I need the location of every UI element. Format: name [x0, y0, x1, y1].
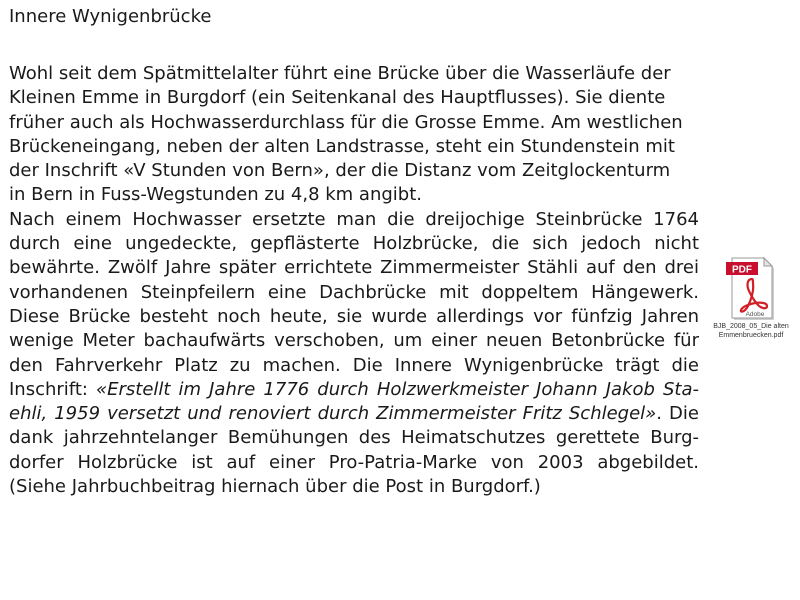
- pdf-filename-line2[interactable]: Emmenbruecken.pdf: [718, 332, 784, 339]
- text-line: Kleinen Emme in Burgdorf (ein Seitenkanal des Hauptflusses). Sie diente: [9, 87, 666, 109]
- text-line: der Inschrift «V Stunden von Bern», der die Distanz vom Zeitglockenturm: [9, 160, 671, 182]
- pdf-badge-label: PDF: [732, 264, 752, 276]
- inscription-line: [9, 402, 699, 426]
- inscription-prefix: Inschrift:: [9, 378, 97, 400]
- text-line: dank jahrzehntelanger Bemühungen des Heimatschutzes gerettete Burg-: [9, 427, 699, 449]
- inscription-line: [9, 378, 699, 402]
- page-title: Innere Wynigenbrücke: [9, 6, 212, 27]
- text-line: Wohl seit dem Spätmittelalter führt eine Brücke über die Wasserläufe der: [9, 63, 671, 84]
- text-line: durch eine ungedeckte, gepflästerte Holzbrücke, die sich jedoch nicht: [9, 233, 699, 255]
- article-body: [9, 62, 699, 499]
- inscription-quote-part1: «Erstellt im Jahre 1776 durch Holzwerkmeister Johann Jakob Sta-: [96, 378, 699, 400]
- pdf-file-icon: [725, 256, 777, 322]
- text-line: in Bern in Fuss-Wegstunden zu 4,8 km angibt.: [9, 184, 422, 206]
- text-line: wenige Meter bachaufwärts verschoben, um einer neuen Betonbrücke für: [9, 330, 699, 352]
- text-line: Brückeneingang, neben der alten Landstrasse, steht ein Stundenstein mit: [9, 135, 675, 157]
- inscription-suffix: . Die: [656, 403, 699, 425]
- text-line: dorfer Holzbrücke ist auf einer Pro-Patria-Marke von 2003 abgebildet.: [9, 451, 699, 473]
- text-line: früher auch als Hochwasserdurchlass für die Grosse Emme. Am westlichen: [9, 111, 683, 133]
- text-line: bewährte. Zwölf Jahre später errichtete Zimmermeister Stähli auf den drei: [9, 257, 699, 279]
- inscription-quote-part2: ehli, 1959 versetzt und renoviert durch Zimmermeister Fritz Schlegel»: [9, 403, 657, 425]
- text-line: den Fahrverkehr Platz zu machen. Die Innere Wynigenbrücke trägt die: [9, 354, 699, 376]
- pdf-attachment-link[interactable]: [712, 256, 790, 340]
- text-line: Diese Brücke besteht noch heute, sie wurde allerdings vor fünfzig Jahren: [9, 305, 699, 327]
- text-line: Nach einem Hochwasser ersetzte man die dreijochige Steinbrücke 1764: [9, 208, 699, 230]
- text-line: (Siehe Jahrbuchbeitrag hiernach über die Post in Burgdorf.): [9, 476, 541, 498]
- text-line: vorhandenen Steinpfeilern eine Dachbrücke mit doppeltem Hängewerk.: [9, 281, 699, 303]
- pdf-filename-line1[interactable]: BJB_2008_05_Die alten: [713, 323, 789, 330]
- adobe-brand-label: Adobe: [745, 311, 765, 318]
